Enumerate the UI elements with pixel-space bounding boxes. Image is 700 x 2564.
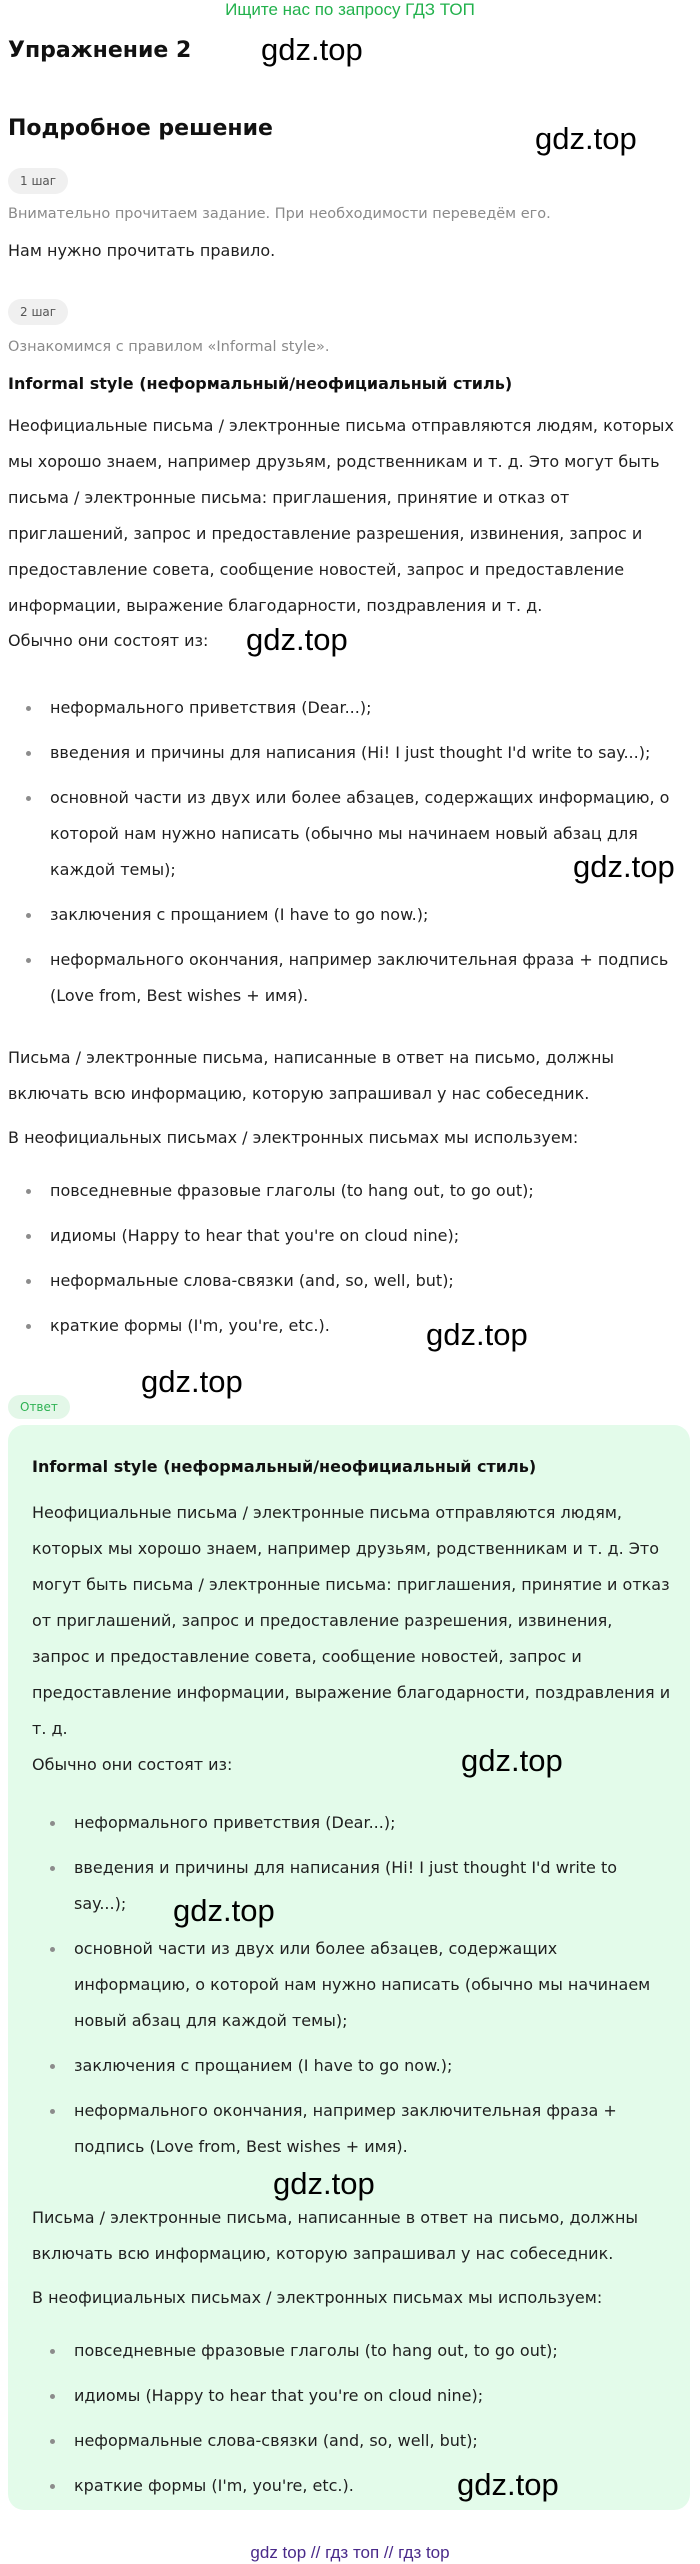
watermark: gdz.top [535, 121, 637, 156]
answer-reply: Письма / электронные письма, написанные в ответ на письмо, должны включать всю информацию, которую запрашивал у нас собеседник. [32, 2208, 639, 2263]
watermark: gdz.top [457, 2467, 559, 2502]
answer-heading: Informal style (неформальный/неофициальный стиль) [32, 1457, 537, 1476]
answer-intro: Неофициальные письма / электронные письма отправляются людям, которых мы хорошо знаем, например друзьям, родственникам и т. д. Это могут быть письма / электронные письма: приглашения, принятие и отказ от приглашений, запрос и предоставление разрешения, извинения, запрос и предоставление совета, сообщение новостей, запрос и предоставление информации, выражение благодарности, поздравления и т. д. [32, 1503, 671, 1738]
list-item: краткие формы (I'm, you're, etc.). [32, 2468, 672, 2504]
watermark: gdz.top [261, 32, 363, 67]
section-title: Подробное решение [8, 116, 273, 141]
list-item: введения и причины для написания (Hi! I just thought I'd write to say...); [8, 735, 680, 771]
list-item: основной части из двух или более абзацев, содержащих информацию, о которой нам нужно написать (обычно мы начинаем новый абзац для каждой темы); [32, 1931, 672, 2039]
rule-use: В неофициальных письмах / электронных письмах мы используем: [8, 1128, 579, 1147]
list-item: заключения с прощанием (I have to go now.); [32, 2048, 672, 2084]
list-item: введения и причины для написания (Hi! I just thought I'd write to say...); [32, 1850, 672, 1922]
watermark: gdz.top [573, 849, 675, 884]
watermark: gdz.top [173, 1893, 275, 1928]
answer-use: В неофициальных письмах / электронных письмах мы используем: [32, 2288, 603, 2307]
list-item: неформального приветствия (Dear...); [8, 690, 680, 726]
list-item: заключения с прощанием (I have to go now.); [8, 897, 680, 933]
step-badge: 1 шаг [8, 168, 68, 194]
list-item: повседневные фразовые глаголы (to hang out, to go out); [8, 1173, 680, 1209]
answer-consist: Обычно они состоят из: [32, 1755, 233, 1774]
list-item: неформального окончания, например заключительная фраза + подпись (Love from, Best wishes + имя). [32, 2093, 672, 2165]
list-item: повседневные фразовые глаголы (to hang out, to go out); [32, 2333, 672, 2369]
list-item: неформальные слова-связки (and, so, well, but); [32, 2423, 672, 2459]
list-item: краткие формы (I'm, you're, etc.). [8, 1308, 680, 1344]
answer-parts-list [32, 1805, 672, 2174]
rule-reply: Письма / электронные письма, написанные в ответ на письмо, должны включать всю информацию, которую запрашивал у нас собеседник. [8, 1048, 615, 1103]
answer-badge: Ответ [8, 1395, 70, 1419]
step-badge: 2 шаг [8, 299, 68, 325]
step-note: Ознакомимся с правилом «Informal style». [8, 339, 330, 355]
watermark: gdz.top [461, 1743, 563, 1778]
step-note: Внимательно прочитаем задание. При необходимости переведём его. [8, 206, 551, 222]
list-item: идиомы (Happy to hear that you're on cloud nine); [8, 1218, 680, 1254]
watermark: gdz.top [273, 2166, 375, 2201]
list-item: неформального окончания, например заключительная фраза + подпись (Love from, Best wishes + имя). [8, 942, 680, 1014]
list-item: основной части из двух или более абзацев, содержащих информацию, о которой нам нужно написать (обычно мы начинаем новый абзац для каждой темы); [8, 780, 680, 888]
rule-heading: Informal style (неформальный/неофициальный стиль) [8, 374, 513, 393]
rule-consist: Обычно они состоят из: [8, 631, 209, 650]
answer-box [8, 1425, 690, 2510]
step-text: Нам нужно прочитать правило. [8, 241, 276, 260]
list-item: неформального приветствия (Dear...); [32, 1805, 672, 1841]
watermark: gdz.top [246, 622, 348, 657]
features-list [8, 1173, 680, 1353]
watermark: gdz.top [426, 1317, 528, 1352]
answer-features-list [32, 2333, 672, 2513]
rule-intro: Неофициальные письма / электронные письма отправляются людям, которых мы хорошо знаем, например друзьям, родственникам и т. д. Это могут быть письма / электронные письма: приглашения, принятие и отказ от приглашений, запрос и предоставление разрешения, извинения, запрос и предоставление совета, сообщение новостей, запрос и предоставление информации, выражение благодарности, поздравления и т. д. [8, 416, 674, 615]
search-banner: Ищите нас по запросу ГДЗ ТОП [225, 0, 475, 19]
page-title: Упражнение 2 [8, 38, 192, 63]
list-item: неформальные слова-связки (and, so, well, but); [8, 1263, 680, 1299]
list-item: идиомы (Happy to hear that you're on cloud nine); [32, 2378, 672, 2414]
footer-links: gdz top // гдз топ // гдз top [250, 2543, 450, 2562]
watermark: gdz.top [141, 1364, 243, 1399]
